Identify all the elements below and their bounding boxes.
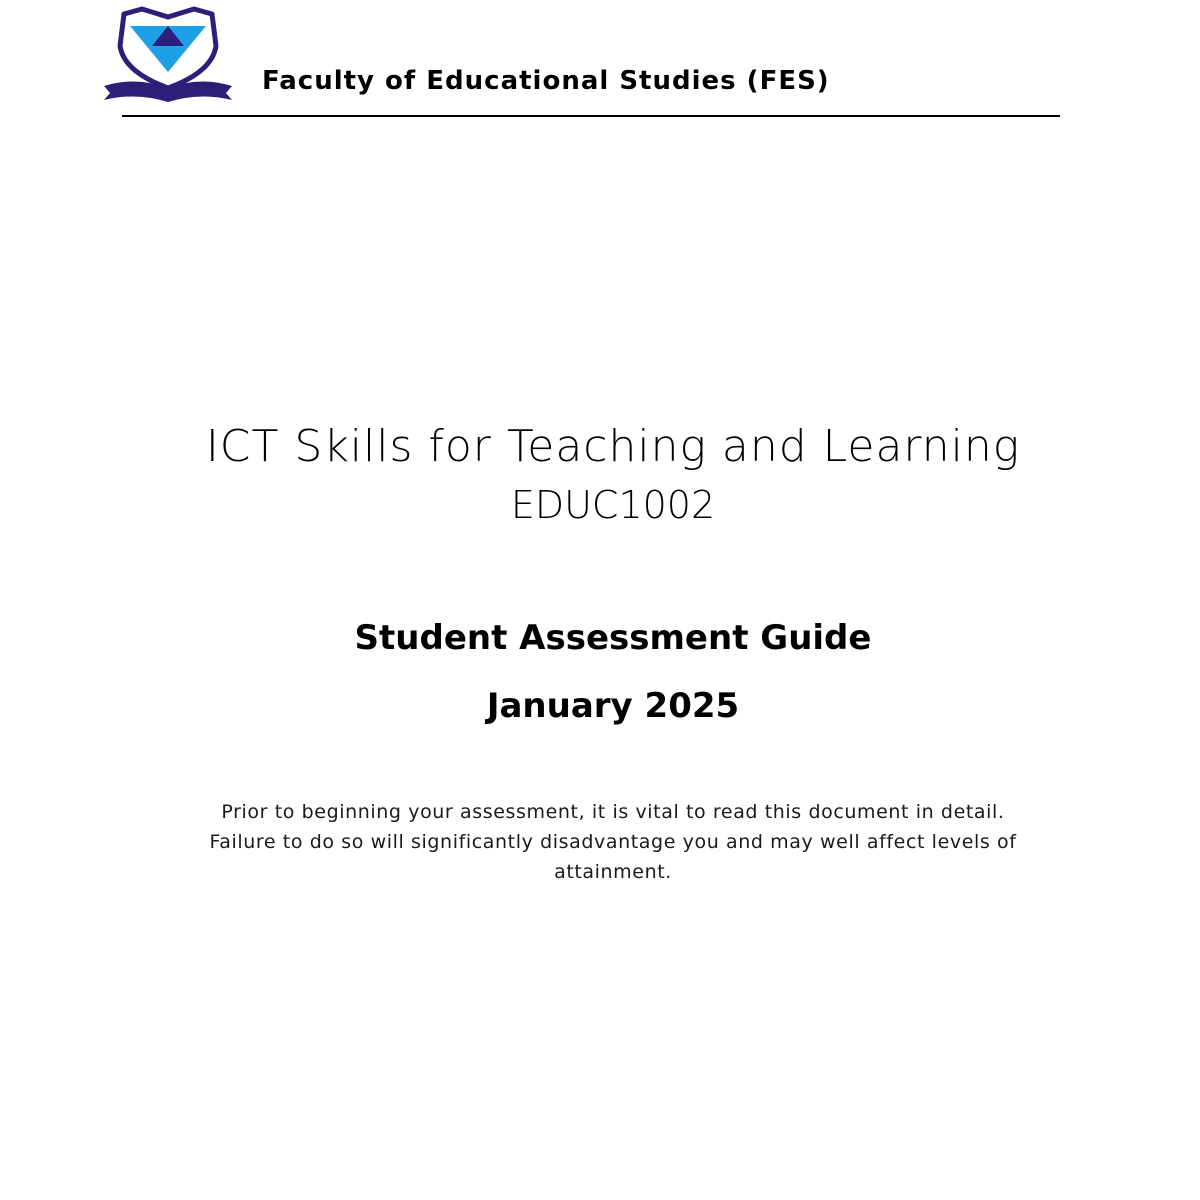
villa-college-crest-icon <box>100 6 236 104</box>
notice-line: attainment. <box>554 861 672 883</box>
notice-line: Prior to beginning your assessment, it is vital to read this document in detail. <box>221 801 1005 823</box>
notice-line: Failure to do so will significantly disadvantage you and may well affect levels of <box>209 831 1017 853</box>
course-code: EDUC1002 <box>510 483 716 527</box>
course-title: ICT Skills for Teaching and Learning <box>205 421 1021 472</box>
document-title: Student Assessment Guide <box>354 618 872 658</box>
header-divider <box>122 115 1060 117</box>
villa-college-logo <box>100 6 236 104</box>
faculty-name: Faculty of Educational Studies (FES) <box>262 66 830 96</box>
document-date: January 2025 <box>486 686 740 726</box>
reading-notice <box>140 797 1086 887</box>
